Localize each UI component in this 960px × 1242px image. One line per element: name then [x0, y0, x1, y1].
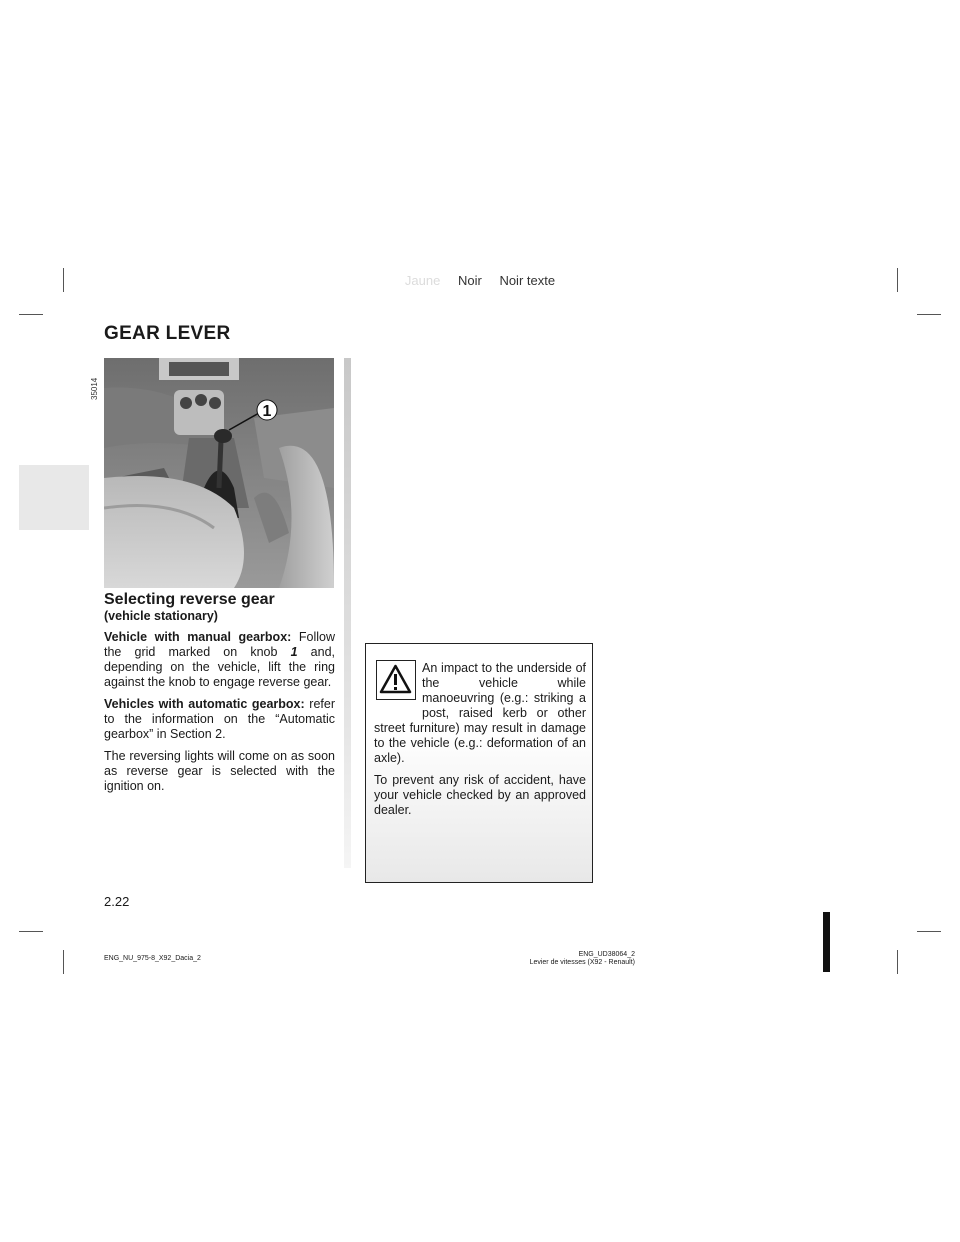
crop-mark: [19, 931, 43, 932]
crop-mark: [917, 314, 941, 315]
crop-mark: [63, 950, 64, 974]
footer-right: [490, 951, 635, 967]
automatic-gearbox-label: Vehicles with automatic gearbox:: [104, 697, 305, 711]
crop-mark: [19, 314, 43, 315]
crop-mark: [917, 931, 941, 932]
section-title: Selecting reverse gear: [104, 591, 275, 608]
manual-gearbox-label: Vehicle with manual gearbox:: [104, 630, 292, 644]
footer-right-line-2: Levier de vitesses (X92 - Renault): [529, 959, 635, 966]
automatic-gearbox-paragraph: [104, 697, 335, 742]
gear-lever-illustration: [104, 358, 334, 588]
warning-text: [374, 661, 586, 825]
color-label-black: Noir: [457, 273, 482, 288]
footer-left: ENG_NU_975-8_X92_Dacia_2: [104, 955, 201, 962]
gear-lever-photo: [104, 358, 334, 588]
color-label-black-text: Noir texte: [499, 273, 556, 288]
knob-reference: 1: [290, 645, 298, 659]
section-subtitle: (vehicle stationary): [104, 609, 218, 623]
manual-gearbox-text-a: Follow the grid marked on knob: [104, 630, 335, 659]
warning-box: [365, 643, 593, 883]
automatic-gearbox-text: refer to the information on the “Automatic gearbox” in Section 2.: [104, 697, 335, 741]
column-divider: [344, 358, 351, 868]
photo-code: [85, 362, 101, 402]
thumb-index-bar: [823, 912, 830, 972]
warning-paragraph-1: An impact to the underside of the vehicle while manoeuvring (e.g.: striking a post, raised kerb or other street furniture) may result in damage to the vehicle (e.g.: deformation of an axle).: [374, 661, 586, 765]
page-number: 2.22: [104, 894, 130, 909]
crop-mark: [897, 950, 898, 974]
footer-right-line-1: ENG_UD38064_2: [578, 951, 635, 958]
callout-label: 1: [262, 403, 272, 420]
color-label-yellow: Jaune: [404, 273, 441, 288]
main-text-column: [104, 591, 335, 801]
warning-paragraph-2: To prevent any risk of accident, have your vehicle checked by an approved dealer.: [374, 773, 586, 817]
photo-code-text: 35014: [90, 377, 99, 400]
section-tab: [19, 465, 89, 530]
color-legend: [0, 273, 960, 288]
page-title: GEAR LEVER: [104, 323, 231, 344]
manual-gearbox-paragraph: [104, 630, 335, 690]
reversing-lights-paragraph: The reversing lights will come on as soon as reverse gear is selected with the ignition on.: [104, 749, 335, 793]
manual-gearbox-text-b: and, depending on the vehicle, lift the ring against the knob to engage reverse gear.: [104, 645, 335, 689]
